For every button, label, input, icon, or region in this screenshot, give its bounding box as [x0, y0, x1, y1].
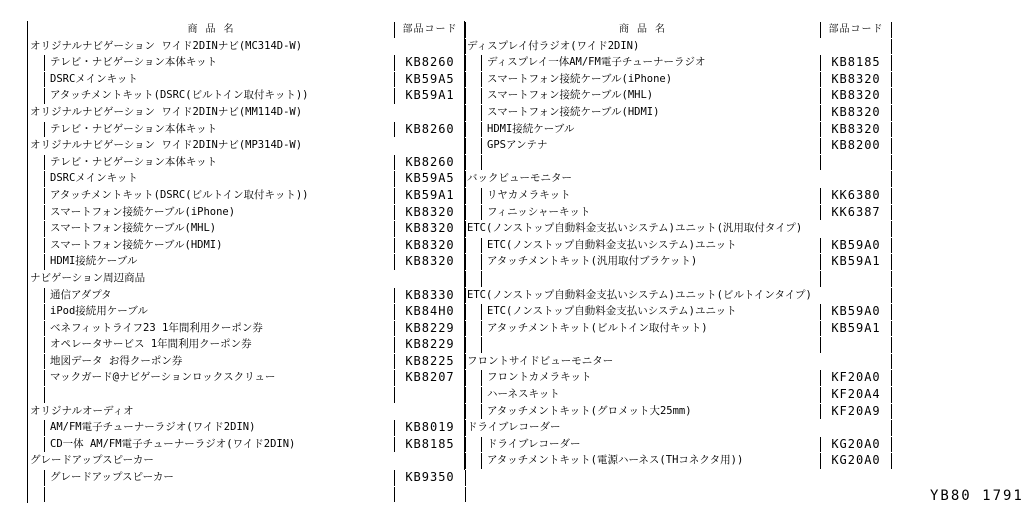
product-name-cell: 通信アダプタ	[44, 288, 395, 304]
product-name-header: 商 品 名	[465, 22, 821, 38]
part-code-cell: KB8320	[395, 205, 466, 221]
part-code-cell: KB8320	[821, 88, 892, 104]
part-code-cell: KB8320	[395, 221, 466, 237]
product-name-cell: DSRCメインキット	[44, 72, 395, 88]
product-name-cell	[44, 387, 395, 403]
parts-table-right	[464, 21, 884, 470]
part-code-cell: KB59A0	[821, 304, 892, 320]
product-name-cell: CD一体 AM/FM電子チューナーラジオ(ワイド2DIN)	[44, 437, 395, 453]
product-name-cell: スマートフォン接続ケーブル(MHL)	[44, 221, 395, 237]
part-code-cell: KB59A1	[395, 88, 466, 104]
part-code-header: 部品コード	[395, 22, 466, 38]
product-name-cell: スマートフォン接続ケーブル(HDMI)	[481, 105, 821, 121]
part-code-cell: KB8260	[395, 155, 466, 171]
part-code-cell: KB8229	[395, 321, 466, 337]
part-code-cell	[395, 387, 466, 403]
part-code-cell: KB8330	[395, 288, 466, 304]
table-right-border	[465, 138, 466, 154]
part-code-cell: KB59A1	[395, 188, 466, 204]
category-label: ディスプレイ付ラジオ(ワイド2DIN)	[467, 39, 640, 52]
product-name-cell: マックガード@ナビゲーションロックスクリュー	[44, 370, 395, 386]
product-name-cell: AM/FM電子チューナーラジオ(ワイド2DIN)	[44, 420, 395, 436]
part-code-cell	[821, 155, 892, 171]
table-right-border	[891, 39, 892, 55]
table-right-border	[891, 354, 892, 370]
product-name-cell: アタッチメントキット(電源ハーネス(THコネクタ用))	[481, 453, 821, 469]
product-name-cell: フィニッシャーキット	[481, 205, 821, 221]
product-name-cell: 地図データ お得クーポン券	[44, 354, 395, 370]
product-name-cell	[44, 487, 395, 503]
category-label: ドライブレコーダー	[467, 421, 561, 434]
product-name-cell: ハーネスキット	[481, 387, 821, 403]
part-code-cell: KB8320	[821, 122, 892, 138]
part-code-cell: KB8200	[821, 138, 892, 154]
category-label: ナビゲーション周辺商品	[30, 271, 146, 284]
product-name-cell: テレビ・ナビゲーション本体キット	[44, 55, 395, 71]
part-code-cell: KB59A1	[821, 254, 892, 270]
table-right-border	[891, 171, 892, 187]
category-label: オリジナルオーディオ	[30, 404, 134, 417]
parts-table-left	[27, 21, 458, 503]
category-label: オリジナルナビゲーション ワイド2DINナビ(MM114D-W)	[30, 105, 303, 118]
part-code-cell: KB59A1	[821, 321, 892, 337]
category-label: オリジナルナビゲーション ワイド2DINナビ(MP314D-W)	[30, 139, 303, 152]
product-name-cell: iPod接続用ケーブル	[44, 304, 395, 320]
part-code-cell: KG20A0	[821, 453, 892, 469]
part-code-cell: KF20A4	[821, 387, 892, 403]
table-right-border	[891, 420, 892, 436]
product-name-cell: スマートフォン接続ケーブル(iPhone)	[44, 205, 395, 221]
part-code-cell	[821, 337, 892, 353]
part-code-cell: KF20A0	[821, 370, 892, 386]
part-code-cell: KK6387	[821, 205, 892, 221]
product-name-cell: DSRCメインキット	[44, 171, 395, 187]
product-name-cell: ETC(ノンストップ自動料金支払いシステム)ユニット	[481, 304, 821, 320]
part-code-cell: KB8019	[395, 420, 466, 436]
part-code-cell: KB8320	[821, 105, 892, 121]
product-name-cell	[481, 271, 821, 287]
product-name-cell: フロントカメラキット	[481, 370, 821, 386]
part-code-cell: KB59A5	[395, 72, 466, 88]
table-right-border	[891, 288, 892, 304]
part-code-cell: KB59A5	[395, 171, 466, 187]
product-name-cell: グレードアップスピーカー	[44, 470, 395, 486]
product-name-cell: ディスプレイ一体AM/FM電子チューナーラジオ	[481, 55, 821, 71]
product-name-cell: HDMI接続ケーブル	[481, 122, 821, 138]
product-name-cell	[481, 337, 821, 353]
product-name-cell: アタッチメントキット(グロメット大25mm)	[481, 404, 821, 420]
product-name-cell: テレビ・ナビゲーション本体キット	[44, 155, 395, 171]
category-label: オリジナルナビゲーション ワイド2DINナビ(MC314D-W)	[30, 39, 303, 52]
table-right-border	[465, 105, 466, 121]
product-name-cell: HDMI接続ケーブル	[44, 254, 395, 270]
part-code-cell: KB8320	[395, 238, 466, 254]
category-label: ETC(ノンストップ自動料金支払いシステム)ユニット(ビルトインタイプ)	[467, 288, 812, 301]
part-code-cell: KG20A0	[821, 437, 892, 453]
part-code-cell: KB8320	[821, 72, 892, 88]
table-right-border	[891, 221, 892, 237]
product-name-cell: スマートフォン接続ケーブル(HDMI)	[44, 238, 395, 254]
category-label: バックビューモニター	[467, 172, 572, 185]
product-name-cell: ドライブレコーダー	[481, 437, 821, 453]
product-name-cell: スマートフォン接続ケーブル(iPhone)	[481, 72, 821, 88]
part-code-cell: KB8185	[395, 437, 466, 453]
part-code-cell: KB84H0	[395, 304, 466, 320]
part-code-cell: KB59A0	[821, 238, 892, 254]
category-label: ETC(ノンストップ自動料金支払いシステム)ユニット(汎用取付タイプ)	[467, 222, 803, 235]
product-name-cell: ETC(ノンストップ自動料金支払いシステム)ユニット	[481, 238, 821, 254]
table-right-border	[465, 404, 466, 420]
product-name-cell: リヤカメラキット	[481, 188, 821, 204]
product-name-cell: オペレータサービス 1年間利用クーポン券	[44, 337, 395, 353]
part-code-cell: KF20A9	[821, 404, 892, 420]
product-name-cell: テレビ・ナビゲーション本体キット	[44, 122, 395, 138]
product-name-cell: アタッチメントキット(DSRC(ビルトイン取付キット))	[44, 88, 395, 104]
part-code-cell	[395, 487, 466, 503]
product-name-cell: ベネフィットライフ23 1年間利用クーポン券	[44, 321, 395, 337]
part-code-cell: KK6380	[821, 188, 892, 204]
table-right-border	[465, 453, 466, 469]
part-code-cell: KB9350	[395, 470, 466, 486]
product-name-cell: アタッチメントキット(ビルトイン取付キット)	[481, 321, 821, 337]
part-code-cell: KB8260	[395, 55, 466, 71]
part-code-cell: KB8229	[395, 337, 466, 353]
product-name-header: 商 品 名	[28, 22, 395, 38]
table-right-border	[465, 271, 466, 287]
part-code-cell: KB8320	[395, 254, 466, 270]
part-code-cell: KB8225	[395, 354, 466, 370]
part-code-cell: KB8185	[821, 55, 892, 71]
product-name-cell: スマートフォン接続ケーブル(MHL)	[481, 88, 821, 104]
part-code-cell: KB8207	[395, 370, 466, 386]
part-code-cell	[821, 271, 892, 287]
product-name-cell: アタッチメントキット(汎用取付ブラケット)	[481, 254, 821, 270]
category-label: グレードアップスピーカー	[30, 454, 154, 467]
product-name-cell: GPSアンテナ	[481, 138, 821, 154]
part-code-cell: KB8260	[395, 122, 466, 138]
part-code-header: 部品コード	[821, 22, 892, 38]
product-name-cell	[481, 155, 821, 171]
product-name-cell: アタッチメントキット(DSRC(ビルトイン取付キット))	[44, 188, 395, 204]
document-number: YB80 1791	[930, 488, 1024, 504]
category-label: フロントサイドビューモニター	[467, 354, 614, 367]
